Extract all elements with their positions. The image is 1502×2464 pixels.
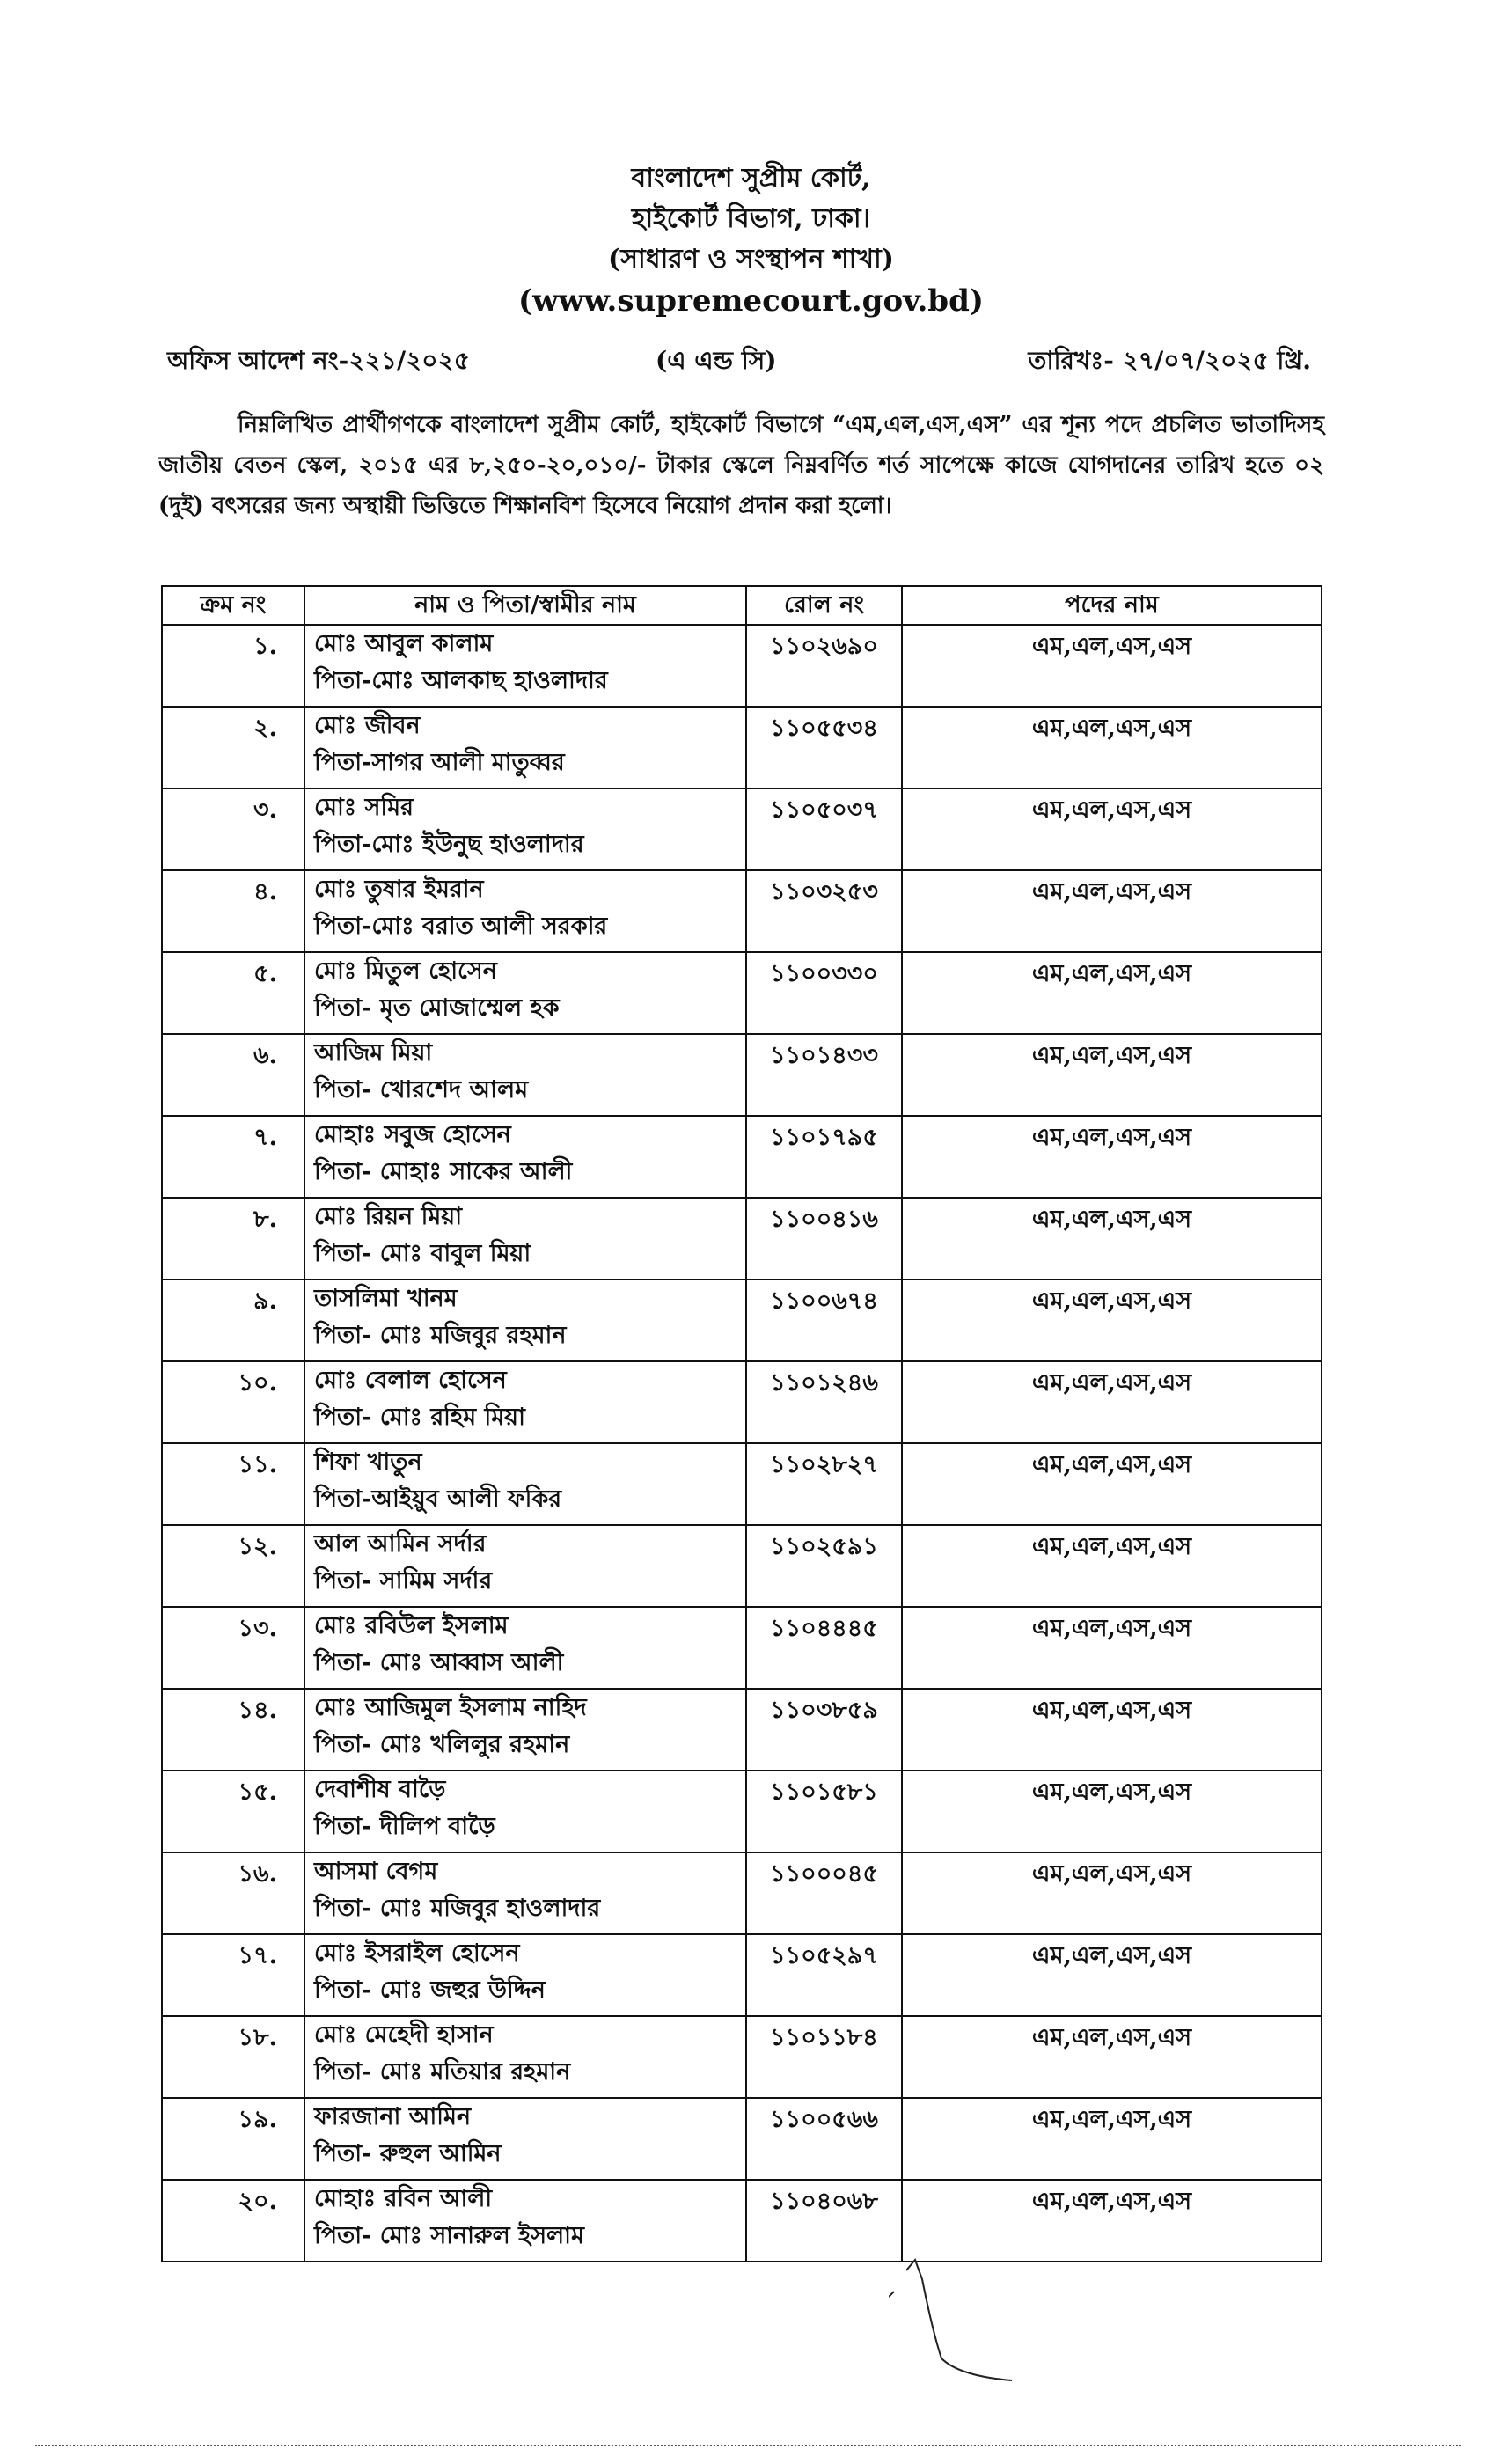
roll-cell: ১১০৪৪৪৫: [746, 1607, 902, 1689]
office-order-number: অফিস আদেশ নং-২২১/২০২৫: [167, 346, 470, 375]
post-cell: এম,এল,এস,এস: [902, 1443, 1322, 1525]
serial-cell: ৫.: [162, 952, 304, 1034]
parent-name: পিতা- সামিম সর্দার: [314, 1567, 493, 1595]
roll-cell: ১১০০৫৬৬: [746, 2098, 902, 2180]
post-cell: এম,এল,এস,এস: [902, 625, 1322, 707]
post-cell: এম,এল,এস,এস: [902, 1771, 1322, 1852]
appointee-name: মোঃ বেলাল হোসেন: [314, 1367, 507, 1394]
post-cell: এম,এল,এস,এস: [902, 2098, 1322, 2180]
post-cell: এম,এল,এস,এস: [902, 1361, 1322, 1443]
serial-cell: ১৪.: [162, 1689, 304, 1771]
header-serial: ক্রম নং: [162, 586, 304, 625]
serial-cell: ১৩.: [162, 1607, 304, 1689]
table-row: [162, 1443, 1322, 1525]
parent-name: পিতা- মোঃ জহুর উদ্দিন: [314, 1976, 546, 2004]
roll-cell: ১১০০৬৭৪: [746, 1280, 902, 1361]
appointee-name: মোঃ আবুল কালাম: [314, 630, 494, 657]
post-cell: এম,এল,এস,এস: [902, 952, 1322, 1034]
table-row: [162, 1607, 1322, 1689]
post-cell: এম,এল,এস,এস: [902, 1525, 1322, 1607]
name-cell: [304, 1607, 746, 1689]
roll-cell: ১১০১১৮৪: [746, 2016, 902, 2098]
serial-cell: ১.: [162, 625, 304, 707]
serial-cell: ৬.: [162, 1034, 304, 1116]
name-cell: [304, 1934, 746, 2016]
parent-name: পিতা- দীলিপ বাড়ৈ: [314, 1813, 495, 1840]
serial-cell: ২.: [162, 707, 304, 788]
letterhead-line-1: বাংলাদেশ সুপ্রীম কোর্ট,: [631, 163, 871, 194]
parent-name: পিতা- মোঃ মজিবুর রহমান: [314, 1322, 567, 1349]
name-cell: [304, 870, 746, 952]
header-post: পদের নাম: [902, 586, 1322, 625]
roll-cell: ১১০৩২৫৩: [746, 870, 902, 952]
name-cell: [304, 2098, 746, 2180]
post-cell: এম,এল,এস,এস: [902, 2016, 1322, 2098]
serial-cell: ৯.: [162, 1280, 304, 1361]
roll-cell: ১১০৪০৬৮: [746, 2180, 902, 2262]
signature-mark: [889, 2253, 1029, 2385]
table-row: [162, 870, 1322, 952]
name-cell: [304, 1771, 746, 1852]
name-cell: [304, 2180, 746, 2262]
name-cell: [304, 788, 746, 870]
serial-cell: ১০.: [162, 1361, 304, 1443]
serial-cell: ১৬.: [162, 1852, 304, 1934]
parent-name: পিতা- মোঃ সানারুল ইসলাম: [314, 2222, 584, 2249]
table-row: [162, 952, 1322, 1034]
roll-cell: ১১০৫০৩৭: [746, 788, 902, 870]
table-body: [162, 625, 1322, 2262]
header-name: নাম ও পিতা/স্বামীর নাম: [304, 586, 746, 625]
name-cell: [304, 1852, 746, 1934]
appointee-name: আল আমিন সর্দার: [314, 1530, 487, 1558]
roll-cell: ১১০১৭৯৫: [746, 1116, 902, 1198]
parent-name: পিতা- মোঃ বাবুল মিয়া: [314, 1240, 531, 1267]
roll-cell: ১১০১৫৮১: [746, 1771, 902, 1852]
table-row: [162, 1280, 1322, 1361]
post-cell: এম,এল,এস,এস: [902, 1689, 1322, 1771]
roll-cell: ১১০১৪৩৩: [746, 1034, 902, 1116]
roll-cell: ১১০৫৫৩৪: [746, 707, 902, 788]
roll-cell: ১১০২৬৯০: [746, 625, 902, 707]
parent-name: পিতা- মোঃ মতিয়ার রহমান: [314, 2058, 571, 2086]
parent-name: পিতা- খোরশেদ আলম: [314, 1076, 529, 1104]
parent-name: পিতা-মোঃ বরাত আলী সরকার: [314, 913, 608, 940]
intro-paragraph: নিম্নলিখিত প্রার্থীগণকে বাংলাদেশ সুপ্রীম কোর্ট, হাইকোর্ট বিভাগে “এম,এল,এস,এস” এর শূন্য পদে প্রচলিত ভাতাদিসহ জাতীয় বেতন স্কেল, ২০১৫ এর ৮,২৫০-২০,০১০/- টাকার স্কেলে নিম্নবর্ণিত শর্ত সাপেক্ষে কাজে যোগদানের তারিখ হতে ০২ (দুই) বৎসরের জন্য অস্থায়ী ভিত্তিতে শিক্ষানবিশ হিসেবে নিয়োগ প্রদান করা হলো।: [158, 412, 1324, 519]
letterhead-line-3: (সাধারণ ও সংস্থাপন শাখা): [608, 244, 894, 275]
table-row: [162, 707, 1322, 788]
table-row: [162, 1525, 1322, 1607]
appointee-name: মোঃ রিয়ন মিয়া: [314, 1203, 463, 1230]
appointee-name: মোঃ মেহেদী হাসান: [314, 2021, 494, 2049]
name-cell: [304, 707, 746, 788]
roll-cell: ১১০৩৮৫৯: [746, 1689, 902, 1771]
appointee-name: মোঃ আজিমুল ইসলাম নাহিদ: [314, 1694, 587, 1721]
post-cell: এম,এল,এস,এস: [902, 1116, 1322, 1198]
parent-name: পিতা- মৃত মোজাম্মেল হক: [314, 994, 560, 1022]
serial-cell: ১১.: [162, 1443, 304, 1525]
parent-name: পিতা-সাগর আলী মাতুব্বর: [314, 749, 565, 776]
table-row: [162, 2016, 1322, 2098]
appointee-name: মোঃ তুষার ইমরান: [314, 876, 484, 903]
serial-cell: ৭.: [162, 1116, 304, 1198]
name-cell: [304, 952, 746, 1034]
post-cell: এম,এল,এস,এস: [902, 2180, 1322, 2262]
appointee-name: দেবাশীষ বাড়ৈ: [314, 1776, 446, 1803]
roll-cell: ১১০১২৪৬: [746, 1361, 902, 1443]
table-row: [162, 1116, 1322, 1198]
post-cell: এম,এল,এস,এস: [902, 1198, 1322, 1280]
parent-name: পিতা-মোঃ ইউনুছ হাওলাদার: [314, 831, 584, 858]
serial-cell: ১৯.: [162, 2098, 304, 2180]
roll-cell: ১১০২৫৯১: [746, 1525, 902, 1607]
parent-name: পিতা-মোঃ আলকাছ হাওলাদার: [314, 667, 608, 694]
name-cell: [304, 1361, 746, 1443]
roll-cell: ১১০০৪১৬: [746, 1198, 902, 1280]
appointee-name: আজিম মিয়া: [314, 1039, 433, 1067]
post-cell: এম,এল,এস,এস: [902, 1852, 1322, 1934]
roll-cell: ১১০০০৪৫: [746, 1852, 902, 1934]
post-cell: এম,এল,এস,এস: [902, 1607, 1322, 1689]
post-cell: এম,এল,এস,এস: [902, 707, 1322, 788]
name-cell: [304, 1034, 746, 1116]
parent-name: পিতা- মোঃ রহিম মিয়া: [314, 1404, 525, 1431]
appointee-name: মোঃ মিতুল হোসেন: [314, 957, 497, 985]
footer-rule: [35, 2445, 1461, 2446]
serial-cell: ৪.: [162, 870, 304, 952]
post-cell: এম,এল,এস,এস: [902, 870, 1322, 952]
roll-cell: ১১০২৮২৭: [746, 1443, 902, 1525]
post-cell: এম,এল,এস,এস: [902, 1280, 1322, 1361]
roll-cell: ১১০৫২৯৭: [746, 1934, 902, 2016]
appointee-table: [161, 585, 1322, 2262]
table-row: [162, 788, 1322, 870]
serial-cell: ৮.: [162, 1198, 304, 1280]
serial-cell: ৩.: [162, 788, 304, 870]
parent-name: পিতা- মোঃ মজিবুর হাওলাদার: [314, 1895, 601, 1922]
website-url: (www.supremecourt.gov.bd): [518, 283, 984, 319]
post-cell: এম,এল,এস,এস: [902, 1034, 1322, 1116]
serial-cell: ২০.: [162, 2180, 304, 2262]
appointee-name: শিফা খাতুন: [314, 1448, 422, 1476]
name-cell: [304, 2016, 746, 2098]
letterhead-line-2: হাইকোর্ট বিভাগ, ঢাকা।: [631, 203, 871, 234]
appointee-name: মোঃ সমির: [314, 794, 414, 821]
table-row: [162, 1361, 1322, 1443]
order-meta: [167, 341, 1311, 380]
table-row: [162, 2180, 1322, 2262]
serial-cell: ১৭.: [162, 1934, 304, 2016]
parent-name: পিতা-আইয়ুব আলী ফকির: [314, 1485, 562, 1513]
order-date: তারিখঃ- ২৭/০৭/২০২৫ খ্রি.: [1028, 346, 1311, 375]
header-roll: রোল নং: [746, 586, 902, 625]
name-cell: [304, 1443, 746, 1525]
table-row: [162, 625, 1322, 707]
name-cell: [304, 1280, 746, 1361]
table-row: [162, 1689, 1322, 1771]
name-cell: [304, 1689, 746, 1771]
post-cell: এম,এল,এস,এস: [902, 788, 1322, 870]
appointee-name: মোঃ ইসরাইল হোসেন: [314, 1940, 520, 1967]
appointee-name: মোহাঃ রবিন আলী: [314, 2185, 493, 2212]
table-header-row: [162, 586, 1322, 625]
table-row: [162, 1934, 1322, 2016]
parent-name: পিতা- মোঃ খলিলুর রহমান: [314, 1731, 570, 1758]
parent-name: পিতা- রুহুল আমিন: [314, 2140, 502, 2167]
table-row: [162, 1852, 1322, 1934]
serial-cell: ১৫.: [162, 1771, 304, 1852]
name-cell: [304, 1525, 746, 1607]
letterhead: [0, 158, 1502, 322]
name-cell: [304, 625, 746, 707]
table-row: [162, 1771, 1322, 1852]
roll-cell: ১১০০৩৩০: [746, 952, 902, 1034]
table-row: [162, 1198, 1322, 1280]
serial-cell: ১৮.: [162, 2016, 304, 2098]
parent-name: পিতা- মোঃ আব্বাস আলী: [314, 1649, 564, 1676]
appointee-name: মোঃ জীবন: [314, 712, 421, 739]
post-cell: এম,এল,এস,এস: [902, 1934, 1322, 2016]
appointee-name: ফারজানা আমিন: [314, 2103, 472, 2130]
appointee-name: মোহাঃ সবুজ হোসেন: [314, 1121, 511, 1148]
appointee-name: আসমা বেগম: [314, 1858, 438, 1885]
section-tag: (এ এন্ড সি): [656, 346, 777, 375]
parent-name: পিতা- মোহাঃ সাকের আলী: [314, 1158, 573, 1185]
name-cell: [304, 1198, 746, 1280]
table-row: [162, 1034, 1322, 1116]
table-row: [162, 2098, 1322, 2180]
name-cell: [304, 1116, 746, 1198]
appointee-name: তাসলিমা খানম: [314, 1285, 458, 1312]
serial-cell: ১২.: [162, 1525, 304, 1607]
appointee-name: মোঃ রবিউল ইসলাম: [314, 1612, 509, 1639]
